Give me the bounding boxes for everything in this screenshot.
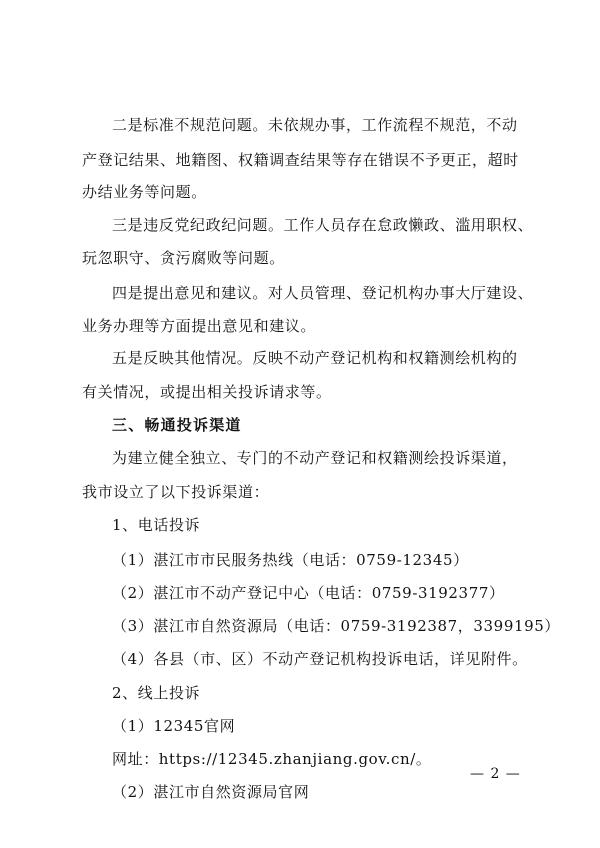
online-complaint-title: 2、线上投诉 (112, 684, 201, 702)
phone-item-2: （2）湛江市不动产登记中心（电话：0759-3192377） (112, 584, 505, 602)
paragraph-2-line-3: 办结业务等问题。 (82, 183, 207, 201)
intro-line-1: 为建立健全独立、专门的不动产登记和权籍测绘投诉渠道， (112, 449, 518, 467)
phone-complaint-title: 1、电话投诉 (112, 516, 201, 534)
paragraph-4-line-2: 业务办理等方面提出意见和建议。 (82, 317, 317, 335)
phone-item-1: （1）湛江市市民服务热线（电话：0759-12345） (112, 551, 469, 569)
paragraph-3-line-2: 玩忽职守、贪污腐败等问题。 (82, 249, 285, 267)
page-number: — 2 — (470, 766, 521, 782)
paragraph-4-line-1: 四是提出意见和建议。对人员管理、登记机构办事大厅建设、 (112, 284, 534, 302)
paragraph-5-line-1: 五是反映其他情况。反映不动产登记机构和权籍测绘机构的 (112, 349, 518, 367)
paragraph-2-line-1: 二是标准不规范问题。未依规办事，工作流程不规范，不动 (112, 116, 518, 134)
phone-item-4: （4）各县（市、区）不动产登记机构投诉电话，详见附件。 (112, 650, 528, 668)
paragraph-2-line-2: 产登记结果、地籍图、权籍调查结果等存在错误不予更正，超时 (82, 151, 519, 169)
paragraph-3-line-1: 三是违反党纪政纪问题。工作人员存在怠政懒政、滥用职权、 (112, 216, 534, 234)
website-url-line: 网址：https://12345.zhanjiang.gov.cn/。 (112, 750, 432, 768)
intro-line-2: 我市设立了以下投诉渠道： (82, 483, 270, 501)
online-item-2: （2）湛江市自然资源局官网 (112, 783, 310, 801)
paragraph-5-line-2: 有关情况，或提出相关投诉请求等。 (82, 383, 332, 401)
online-item-1: （1）12345官网 (112, 717, 236, 735)
phone-item-3: （3）湛江市自然资源局（电话：0759-3192387，3399195） (112, 617, 560, 635)
section-heading: 三、畅通投诉渠道 (112, 416, 242, 434)
